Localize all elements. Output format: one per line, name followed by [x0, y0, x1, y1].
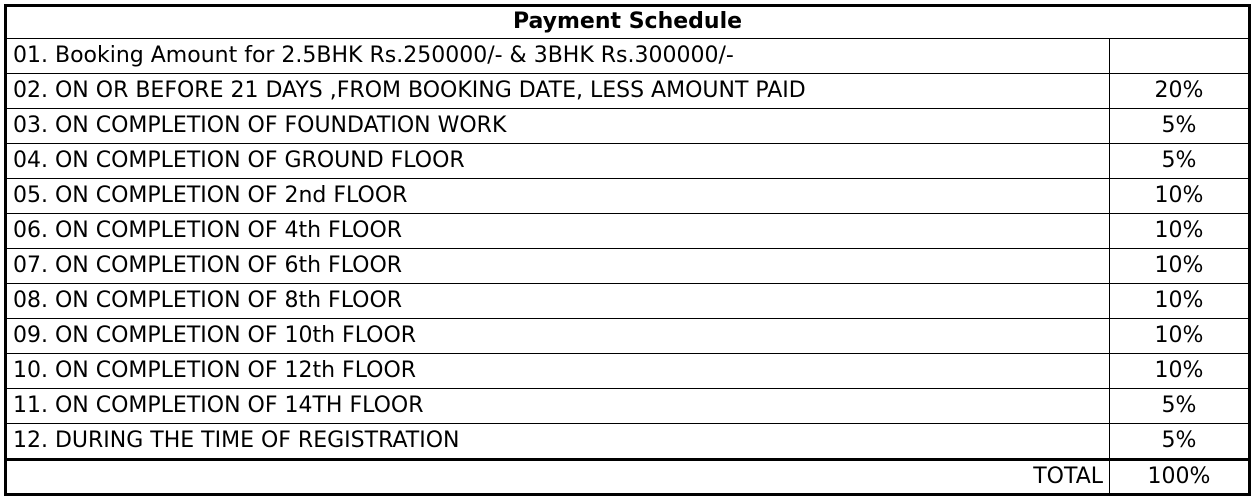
- row-label: 05. ON COMPLETION OF 2nd FLOOR: [6, 178, 1110, 213]
- payment-schedule-table: [4, 4, 1251, 496]
- row-percent: 10%: [1110, 248, 1250, 283]
- row-percent: 10%: [1110, 353, 1250, 388]
- row-label: 12. DURING THE TIME OF REGISTRATION: [6, 423, 1110, 459]
- total-label: TOTAL: [6, 459, 1110, 494]
- table-title-row: [6, 6, 1250, 39]
- row-label: 03. ON COMPLETION OF FOUNDATION WORK: [6, 108, 1110, 143]
- table-row: [6, 423, 1250, 459]
- row-percent: 10%: [1110, 178, 1250, 213]
- table-title: Payment Schedule: [6, 6, 1250, 39]
- row-label: 10. ON COMPLETION OF 12th FLOOR: [6, 353, 1110, 388]
- row-percent: 10%: [1110, 283, 1250, 318]
- table-row: [6, 143, 1250, 178]
- row-percent: 5%: [1110, 388, 1250, 423]
- row-label: 01. Booking Amount for 2.5BHK Rs.250000/- & 3BHK Rs.300000/-: [6, 38, 1110, 73]
- table-row: [6, 388, 1250, 423]
- table-row: [6, 318, 1250, 353]
- row-percent: 5%: [1110, 423, 1250, 459]
- row-percent: 10%: [1110, 318, 1250, 353]
- row-label: 11. ON COMPLETION OF 14TH FLOOR: [6, 388, 1110, 423]
- row-percent: [1110, 38, 1250, 73]
- row-label: 04. ON COMPLETION OF GROUND FLOOR: [6, 143, 1110, 178]
- table-row: [6, 248, 1250, 283]
- table-row: [6, 108, 1250, 143]
- row-percent: 20%: [1110, 73, 1250, 108]
- table-row: [6, 73, 1250, 108]
- row-label: 06. ON COMPLETION OF 4th FLOOR: [6, 213, 1110, 248]
- row-percent: 10%: [1110, 213, 1250, 248]
- row-percent: 5%: [1110, 108, 1250, 143]
- table-row: [6, 178, 1250, 213]
- row-percent: 5%: [1110, 143, 1250, 178]
- table-row: [6, 283, 1250, 318]
- row-label: 07. ON COMPLETION OF 6th FLOOR: [6, 248, 1110, 283]
- row-label: 02. ON OR BEFORE 21 DAYS ,FROM BOOKING DATE, LESS AMOUNT PAID: [6, 73, 1110, 108]
- table-row: [6, 353, 1250, 388]
- total-value: 100%: [1110, 459, 1250, 494]
- row-label: 09. ON COMPLETION OF 10th FLOOR: [6, 318, 1110, 353]
- table-row: [6, 213, 1250, 248]
- table-row: [6, 38, 1250, 73]
- row-label: 08. ON COMPLETION OF 8th FLOOR: [6, 283, 1110, 318]
- total-row: [6, 459, 1250, 494]
